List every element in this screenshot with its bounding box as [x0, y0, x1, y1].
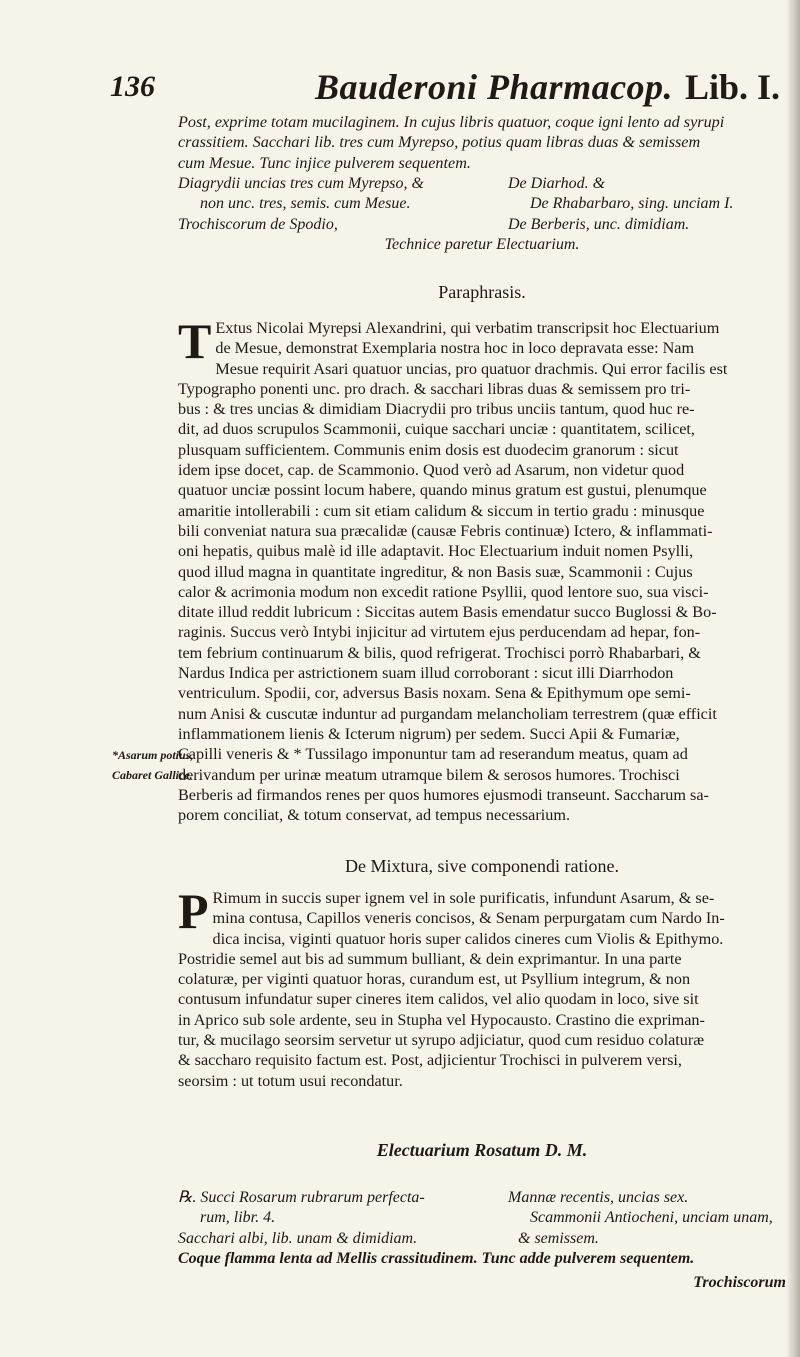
text-line: dit, ad duos scrupulos Scammonii, cuique sacchari unciæ : quantitatem, scilicet, [178, 420, 695, 439]
text-line: Extus Nicolai Myrepsi Alexandrini, qui verbatim transcripsit hoc Electuarium [215, 319, 720, 337]
drop-cap: T [178, 313, 212, 369]
text-line: tur, & mucilago seorsim servetur ut syrupo adjiciatur, quod cum residuo colaturæ [178, 1031, 705, 1050]
ingredient-row [178, 1229, 786, 1249]
text-line: Post, exprime totam mucilaginem. In cujus libris quatuor, coque igni lento ad syrupi [178, 113, 725, 131]
page-edge-shadow [786, 0, 800, 1357]
text-line: idem ipse docet, cap. de Scammonio. Quod verò ad Asarum, non videtur quod [178, 461, 685, 480]
text-line: in Aprico sub sole ardente, seu in Stupha vel Hypocausto. Crastino die expriman- [178, 1010, 705, 1029]
ingredient-left: ℞. Succi Rosarum rubrarum perfecta- [178, 1189, 425, 1206]
text-line: Mesue requirit Asari quatuor uncias, pro quatuor drachmis. Qui error facilis est [215, 359, 728, 378]
ingredient-left: rum, libr. 4. [200, 1209, 276, 1227]
ingredient-left: Sacchari albi, lib. unam & dimidiam. [178, 1229, 418, 1247]
catchword: Trochiscorum [693, 1273, 786, 1291]
text-line: contusum infundatur super cineres item calidos, vel alio quodam in loco, sive sit [178, 990, 699, 1009]
text-line: seorsim : ut totum usui recondatur. [178, 1071, 403, 1090]
margin-note-line: Cabaret Gallice. [112, 768, 193, 783]
text-line: quatuor unciæ possint locum habere, quando minus gratum est gustui, plenumque [178, 481, 707, 500]
recipe-ingredients-2 [178, 1188, 786, 1295]
text-line: Rimum in succis super ignem vel in sole purificatis, infundunt Asarum, & se- [212, 889, 715, 907]
text-line: derivandum per urinæ meatum utramque bilem & serosos humores. Trochisci [178, 765, 680, 784]
text-line: oni hepatis, quibus malè id ille adaptavit. Hoc Electuarium induit nomen Psylli, [178, 542, 694, 561]
text-line: Capilli veneris & * Tussilago imponuntur tam ad reserandum meatus, quam ad [178, 745, 688, 764]
section-title-paraphrasis: Paraphrasis. [438, 282, 526, 302]
ingredient-row [178, 174, 786, 194]
text-line: & saccharo requisito factum est. Post, adjicientur Trochisci in pulverem versi, [178, 1051, 682, 1070]
text-line: ditate illud reddit lubricum : Siccitas autem Basis emendatur succo Buglossi & Bo- [178, 603, 717, 622]
recipe-closing: Technice paretur Electuarium. [384, 235, 580, 253]
page-number: 136 [110, 70, 155, 103]
text-line: plusquam sufficientem. Communis enim dosis est duodecim granorum : sicut [178, 440, 679, 459]
margin-note [112, 745, 194, 786]
text-line: Nardus Indica per astrictionem suam illud corroborant : sicut illi Diarrhodon [178, 664, 674, 683]
margin-note-line: *Asarum potius, [112, 748, 194, 762]
ingredient-row [178, 1208, 786, 1228]
text-line: colaturæ, per viginti quatuor horas, curandum est, ut Psyllium integrum, & non [178, 970, 691, 989]
text-line: Berberis ad firmandos renes per quos humores ejusmodi transeunt. Saccharum sa- [178, 785, 709, 804]
recipe-closing: Coque flamma lenta ad Mellis crassitudinem. Tunc adde pulverem sequentem. [178, 1249, 695, 1267]
drop-cap: P [178, 883, 209, 939]
text-line: tem febrium continuarum & bilis, quod refrigerat. Trochisci porrò Rhabarbari, & [178, 643, 701, 662]
ingredient-right: De Berberis, unc. dimidiam. [508, 215, 690, 233]
text-line: bus : & tres uncias & dimidiam Diacrydii pro tribus unciis tantum, quod huc re- [178, 400, 695, 419]
ingredient-right: De Rhabarbaro, sing. unciam I. [530, 195, 734, 213]
text-line: de Mesue, demonstrat Exemplaria nostra hoc in loco depravata esse: Nam [215, 339, 695, 358]
recipe-ingredients-1 [178, 174, 786, 255]
text-line: quod illud magna in quantitate ingreditur, & non Basis suæ, Scammonii : Cujus [178, 562, 693, 581]
text-line: inflammationem lienis & Icterum nigrum) per sedem. Succi Apii & Fumariæ, [178, 724, 680, 743]
text-line: num Anisi & cuscutæ induntur ad purgandam melancholiam terrestrem (quæ efficit [178, 704, 717, 723]
text-line: cum Mesue. Tunc injice pulverem sequentem. [178, 153, 471, 172]
section-title-rosatum: Electuarium Rosatum D. M. [376, 1140, 588, 1160]
book-label: Lib. I. [684, 67, 780, 107]
ingredient-right: & semissem. [518, 1229, 599, 1247]
text-line: Typographo ponenti unc. pro drach. & sacchari libras duas & semissem pro tri- [178, 379, 691, 398]
text-line: ventriculum. Spodii, cor, adversus Basis noxam. Sena & Epithymum ope semi- [178, 684, 691, 703]
ingredient-left: Diagrydii uncias tres cum Myrepso, & [178, 175, 424, 192]
text-line: bili conveniat natura sua præcalidæ (causæ Febris continuæ) Ictero, & inflammati- [178, 521, 713, 540]
ingredient-row [178, 194, 786, 214]
ingredient-right: Mannæ recentis, uncias sex. [508, 1189, 689, 1206]
text-line: Postridie semel aut bis ad summum bulliant, & dein exprimantur. In una parte [178, 949, 682, 968]
text-line: calor & acrimonia modum non excedit ratione Psyllii, quod lentore suo, sua visci- [178, 582, 709, 601]
ingredient-left: non unc. tres, semis. cum Mesue. [200, 195, 411, 213]
text-line: mina contusa, Capillos veneris concisos, & Senam perpurgatam cum Nardo In- [212, 909, 725, 928]
page-header [110, 62, 790, 112]
text-line: crassitiem. Sacchari lib. tres cum Myrepso, potius quam libras duas & semissem [178, 133, 701, 152]
mixtura-paragraph [178, 883, 786, 1091]
ingredient-right: De Diarhod. & [508, 175, 606, 192]
ingredient-row [178, 1188, 786, 1208]
ingredient-row [178, 215, 786, 235]
text-line: porem conciliat, & totum conservat, ad tempus necessarium. [178, 806, 570, 825]
running-title: Bauderoni Pharmacop. [315, 67, 674, 107]
intro-paragraph [178, 112, 786, 173]
text-line: amaritie intollerabili : cum sit etiam calidum & siccum in tertio gradu : minusque [178, 501, 705, 520]
ingredient-right: Scammonii Antiocheni, unciam unam, [530, 1209, 773, 1227]
text-line: dica incisa, viginti quatuor horis super calidos cineres cum Violis & Epithymo. [212, 929, 724, 948]
section-title-mixtura: De Mixtura, sive componendi ratione. [345, 856, 619, 876]
paraphrasis-paragraph [178, 313, 786, 825]
text-line: raginis. Succus verò Intybi injicitur ad virtutem ejus perducendam ad hepar, fon- [178, 623, 701, 642]
ingredient-left: Trochiscorum de Spodio, [178, 215, 338, 233]
